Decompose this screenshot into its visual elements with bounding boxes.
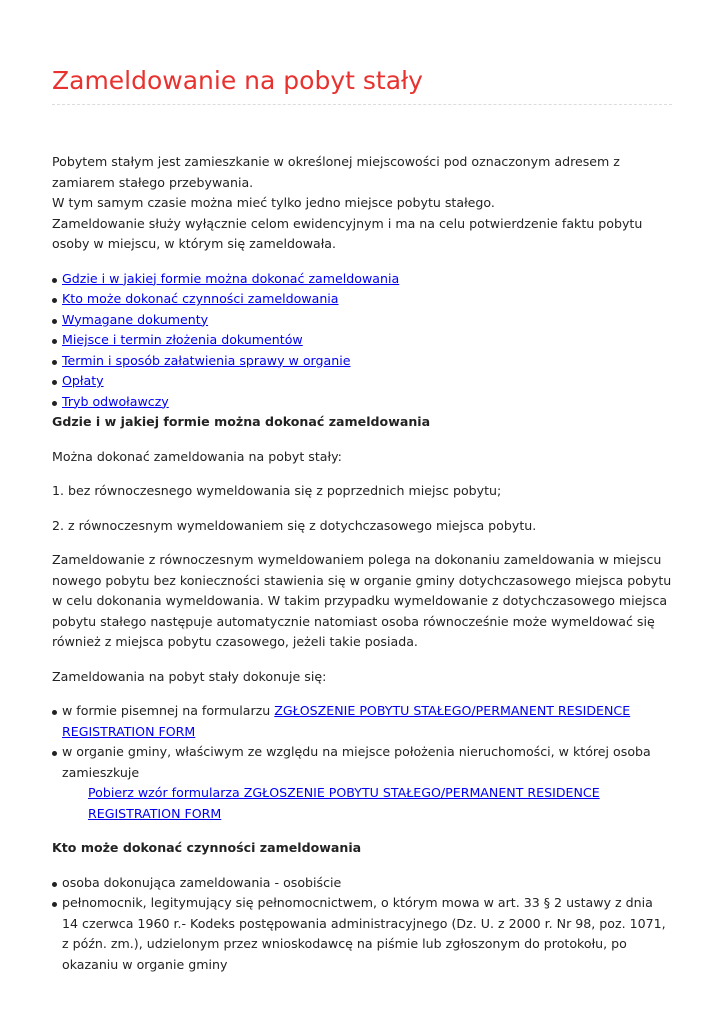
toc-item	[52, 269, 672, 290]
list-item: w organie gminy, właściwym ze względu na miejsce położenia nieruchomości, w której osoba zamieszkuje	[52, 742, 672, 783]
intro-line-1: Pobytem stałym jest zamieszkanie w określonej miejscowości pod oznaczonym adresem z zamiarem stałego przebywania.	[52, 154, 620, 190]
toc-link-fees[interactable]: Opłaty	[62, 373, 104, 388]
toc-link-who[interactable]: Kto może dokonać czynności zameldowania	[62, 291, 339, 306]
list-item	[52, 701, 672, 742]
download-block	[52, 783, 672, 824]
toc-item	[52, 310, 672, 331]
section-heading-where: Gdzie i w jakiej formie można dokonać zameldowania	[52, 414, 431, 429]
list-item: osoba dokonująca zameldowania - osobiście	[52, 873, 672, 894]
intro	[52, 152, 672, 255]
toc-link-handling[interactable]: Termin i sposób załatwienia sprawy w organie	[62, 352, 351, 368]
registration-form-list	[52, 701, 672, 783]
toc-item	[52, 330, 672, 351]
toc-link-where[interactable]: Gdzie i w jakiej formie można dokonać zameldowania	[62, 270, 400, 286]
list-item: pełnomocnik, legitymujący się pełnomocnictwem, o którym mowa w art. 33 § 2 ustawy z dnia 14 czerwca 1960 r.- Kodeks postępowania administracyjnego (Dz. U. z 2000 r. Nr 98, poz. 1071, z późn. zm.), udzielonym przez wnioskodawcę na piśmie lub zgłoszonym do protokołu, po okazaniu w organie gminy	[52, 893, 672, 975]
toc-item	[52, 392, 672, 413]
section-heading-who: Kto może dokonać czynności zameldowania	[52, 840, 362, 855]
page-title: Zameldowanie na pobyt stały	[52, 66, 423, 95]
section1-paragraph-3: 2. z równoczesnym wymeldowaniem się z dotychczasowego miejsca pobytu.	[52, 517, 537, 533]
intro-line-3: Zameldowanie służy wyłącznie celom ewidencyjnym i ma na celu potwierdzenie faktu pobytu osoby w miejscu, w którym się zameldowała.	[52, 215, 643, 251]
toc-item	[52, 289, 672, 310]
section1-paragraph-4: Zameldowanie z równoczesnym wymeldowaniem polega na dokonaniu zameldowania w miejscu nowego pobytu bez konieczności stawienia się w organie gminy dotychczasowego miejsca pobytu w celu dokonania wymeldowania. W takim przypadku wymeldowanie z dotychczasowego miejsca pobytu stałego następuje automatycznie natomiast osoba równocześnie może wymeldować się również z miejsca pobytu czasowego, jeżeli takie posiada.	[52, 552, 672, 649]
section1-paragraph-2: 1. bez równoczesnego wymeldowania się z poprzednich miejsc pobytu;	[52, 483, 502, 498]
toc-link-documents[interactable]: Wymagane dokumenty	[62, 311, 209, 327]
section1-paragraph-5: Zameldowania na pobyt stały dokonuje się:	[52, 668, 327, 684]
section1-paragraph-1: Można dokonać zameldowania na pobyt stały:	[52, 448, 342, 464]
toc-link-appeal[interactable]: Tryb odwoławczy	[62, 393, 169, 409]
registration-form-link[interactable]: ZGŁOSZENIE POBYTU STAŁEGO/PERMANENT RESIDENCE REGISTRATION FORM	[62, 703, 631, 739]
who-list	[52, 873, 672, 976]
table-of-contents	[52, 269, 672, 413]
toc-link-place-deadline[interactable]: Miejsce i termin złożenia dokumentów	[62, 332, 303, 347]
download-form-link[interactable]: Pobierz wzór formularza ZGŁOSZENIE POBYTU STAŁEGO/PERMANENT RESIDENCE REGISTRATION FORM	[88, 785, 600, 821]
toc-item	[52, 351, 672, 372]
form-bullet-prefix: w formie pisemnej na formularzu	[62, 703, 275, 718]
intro-line-2: W tym samym czasie można mieć tylko jedno miejsce pobytu stałego.	[52, 195, 495, 210]
toc-item	[52, 371, 672, 392]
content	[52, 152, 672, 975]
title-divider	[52, 104, 672, 105]
